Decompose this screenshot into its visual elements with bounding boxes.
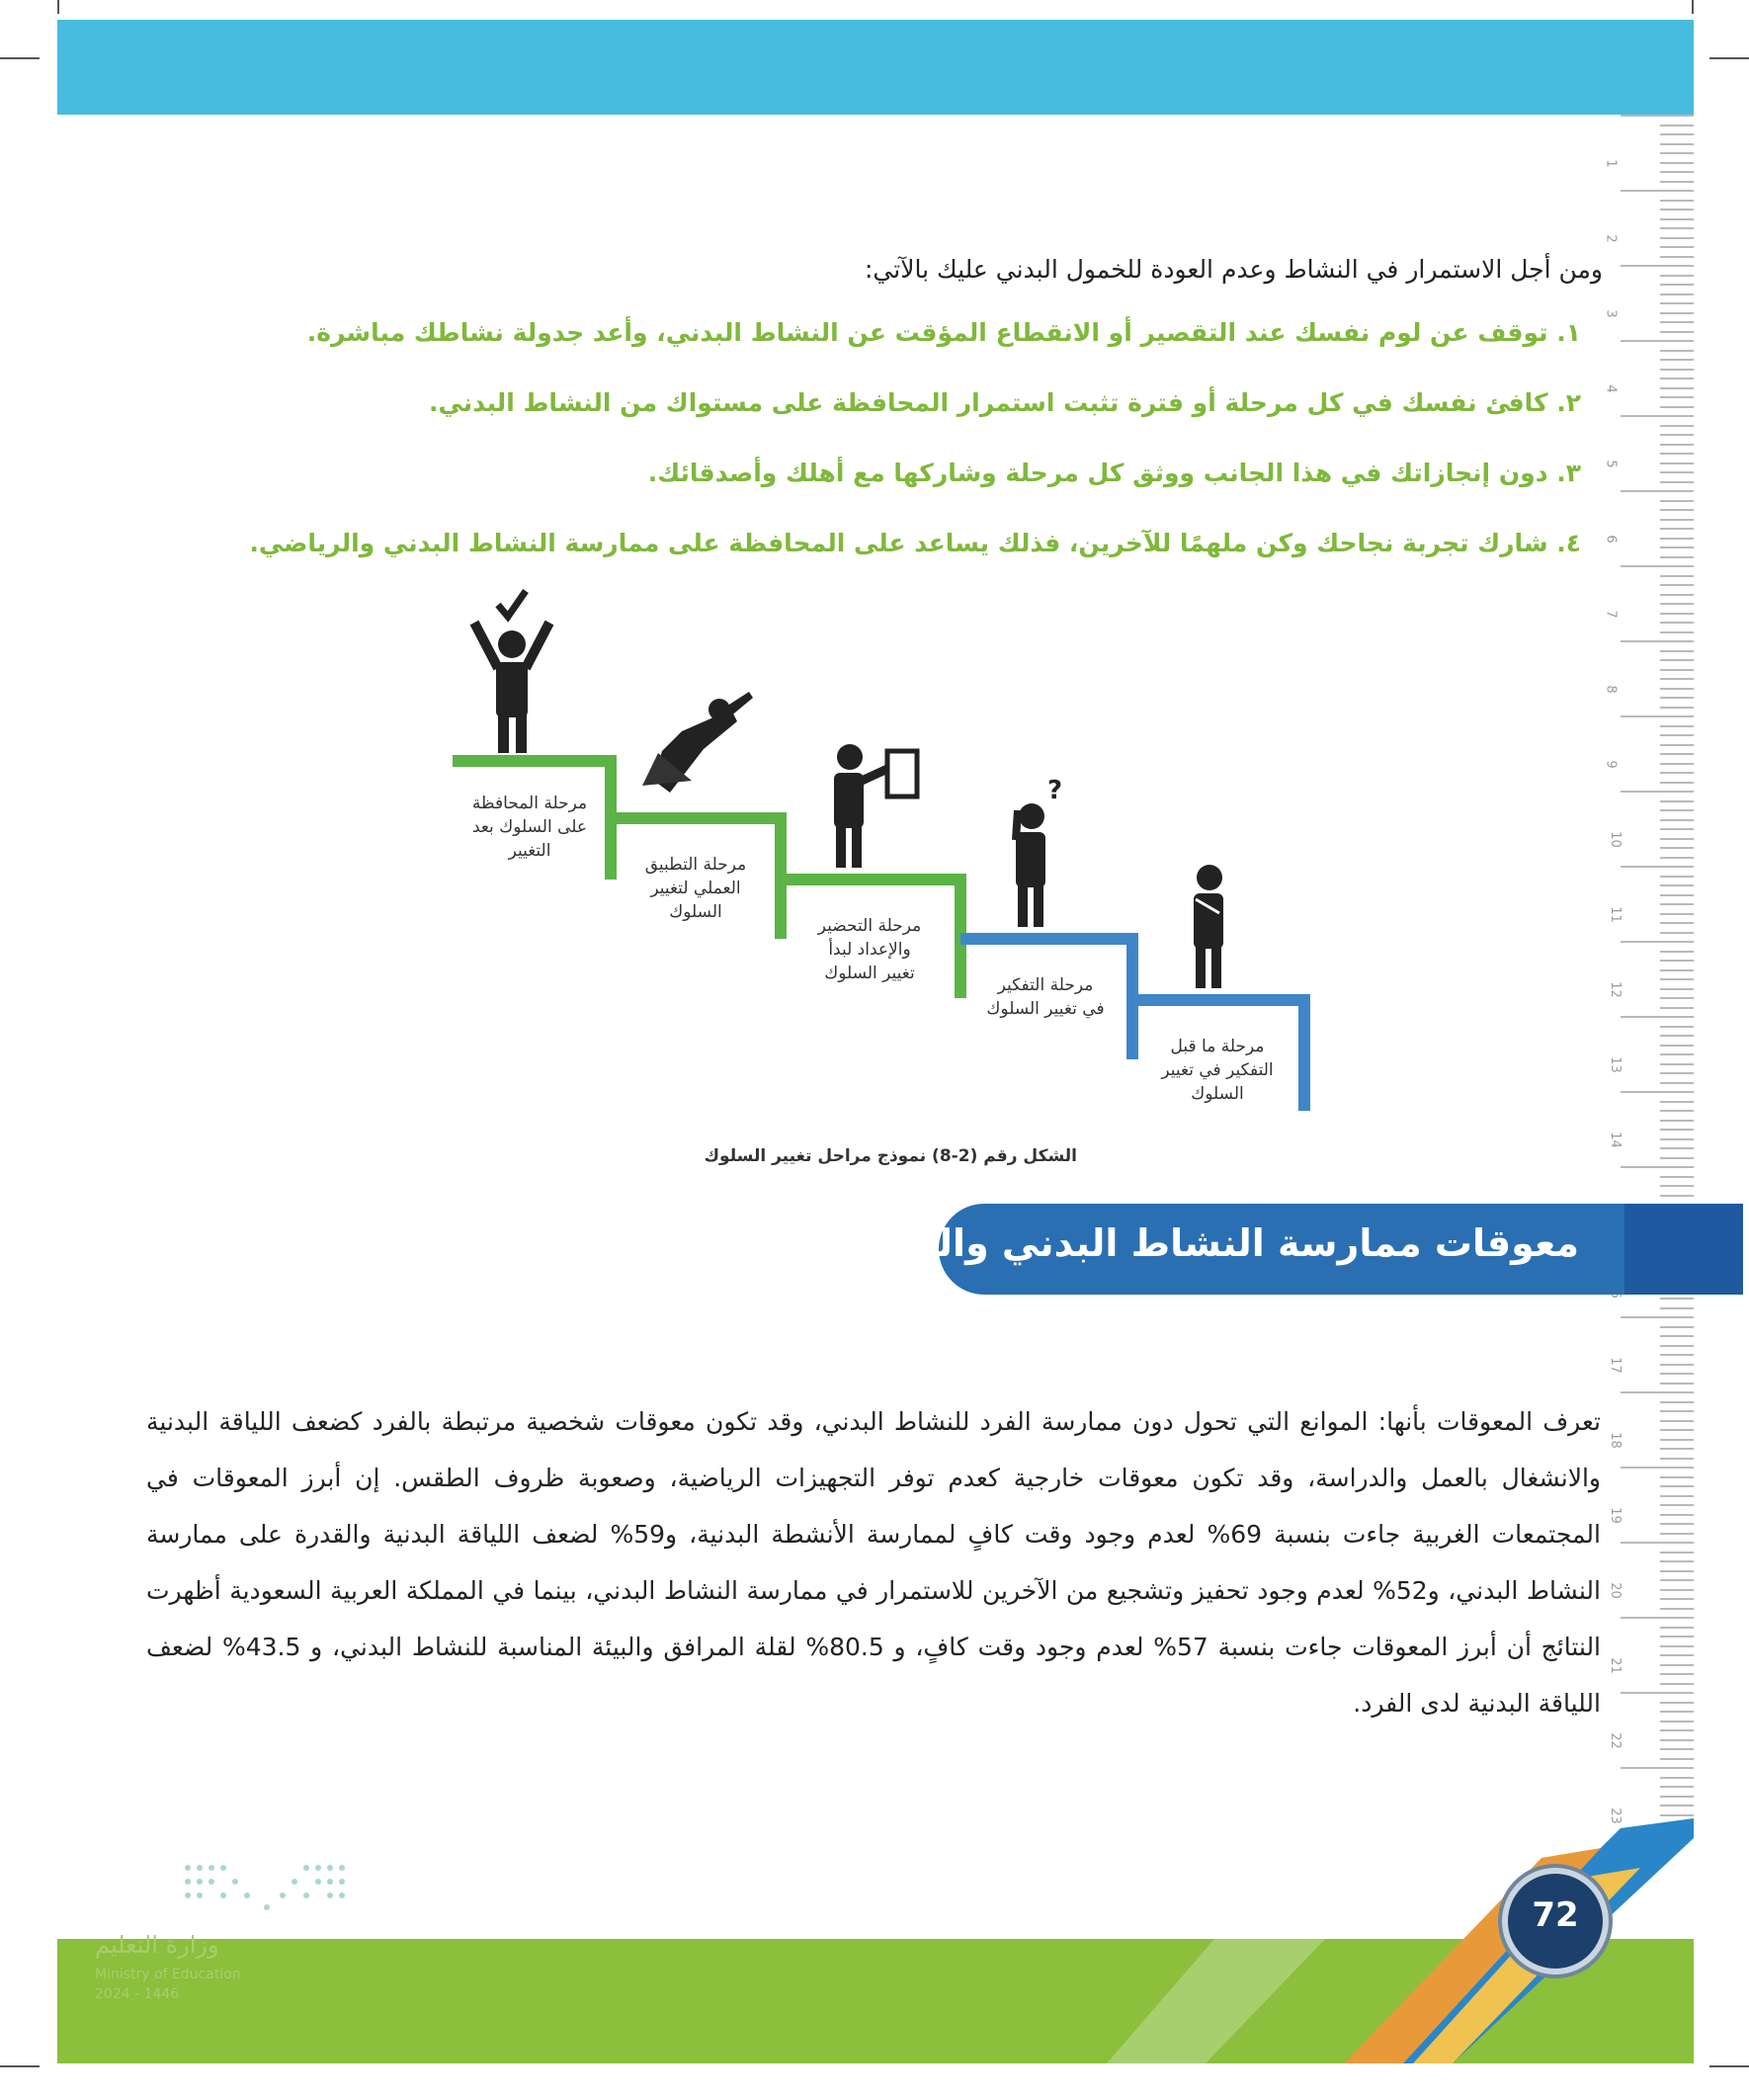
ruler-tick [1660, 302, 1694, 304]
ruler-tick [1621, 1692, 1694, 1694]
ruler-tick [1660, 133, 1694, 135]
ruler-tick [1660, 1007, 1694, 1009]
ruler-number: 11 [1607, 906, 1623, 923]
ruler-tick [1660, 1185, 1694, 1187]
ruler-tick [1621, 190, 1694, 192]
ruler-tick [1660, 509, 1694, 511]
ruler-tick [1660, 1514, 1694, 1516]
crop-mark [1709, 2065, 1749, 2067]
ruler-tick [1660, 1758, 1694, 1760]
flying-superhero-icon [642, 692, 753, 793]
ruler-tick [1660, 1805, 1694, 1806]
stage-1-label-line3: التغيير [508, 841, 551, 861]
ruler-tick [1660, 162, 1694, 164]
ruler-tick [1621, 640, 1694, 642]
ruler-number: 5 [1603, 460, 1619, 468]
step-3: ٣. دون إنجازاتك في هذا الجانب ووثق كل مرحلة وشاركها مع أهلك وأصدقائك. [647, 459, 1581, 487]
stage-5-label-line3: السلوك [1191, 1084, 1244, 1104]
ruler-tick [1660, 1326, 1694, 1328]
ruler-tick [1660, 1383, 1694, 1385]
step-2: ٢. كافئ نفسك في كل مرحلة أو فترة تثبت استمرار المحافظة على مستواك من النشاط البدني. [428, 388, 1581, 417]
ruler-tick [1660, 1560, 1694, 1562]
ruler-tick [1660, 369, 1694, 371]
crop-mark [0, 2065, 40, 2067]
ruler-tick [1660, 1458, 1694, 1460]
ruler-tick [1660, 1748, 1694, 1750]
ruler-tick [1660, 1533, 1694, 1535]
ruler-tick [1660, 321, 1694, 323]
ruler-number: 19 [1607, 1507, 1623, 1524]
ruler-tick [1660, 678, 1694, 680]
ruler-tick [1660, 800, 1694, 802]
top-color-band [57, 20, 1694, 115]
ruler-tick [1660, 1664, 1694, 1666]
ruler-tick [1660, 960, 1694, 962]
ruler-tick [1621, 1391, 1694, 1393]
section-heading: معوقات ممارسة النشاط البدني والرياضي [812, 1221, 1579, 1265]
ruler-tick [1660, 603, 1694, 605]
ruler-tick [1660, 594, 1694, 596]
ruler-tick [1660, 1570, 1694, 1572]
ruler-number: 14 [1607, 1132, 1623, 1148]
ruler-tick [1660, 1476, 1694, 1478]
stage-3-label-line3: تغيير السلوك [824, 964, 915, 983]
ruler-number: 23 [1607, 1807, 1623, 1824]
ruler-tick [1660, 396, 1694, 398]
ruler-number: 8 [1603, 685, 1619, 694]
ruler-tick [1660, 884, 1694, 886]
ruler-tick [1660, 125, 1694, 126]
ruler-tick [1660, 631, 1694, 633]
ruler-number: 3 [1603, 309, 1619, 318]
ruler-tick [1660, 903, 1694, 905]
ruler-tick [1621, 340, 1694, 342]
ruler-tick [1660, 1410, 1694, 1412]
ruler-tick [1660, 613, 1694, 615]
ruler-tick [1621, 1316, 1694, 1318]
ruler-tick [1660, 387, 1694, 389]
ruler-tick [1660, 650, 1694, 652]
ruler-tick [1660, 227, 1694, 229]
ruler-tick [1660, 1721, 1694, 1722]
ruler-tick [1660, 312, 1694, 314]
ruler-tick [1660, 772, 1694, 774]
ruler-number: 10 [1607, 831, 1623, 848]
ruler-tick [1621, 490, 1694, 492]
ruler-number: 17 [1607, 1357, 1623, 1374]
ruler-tick [1621, 565, 1694, 567]
stage-4-label-line2: في تغيير السلوك [986, 999, 1105, 1019]
ruler-tick [1660, 1729, 1694, 1731]
thinking-person-icon [1016, 776, 1062, 927]
ruler-number: 13 [1607, 1056, 1623, 1073]
ruler-tick [1660, 1598, 1694, 1600]
ruler-tick [1660, 1345, 1694, 1347]
ruler-tick [1660, 453, 1694, 455]
ruler-tick [1660, 575, 1694, 577]
ruler-tick [1621, 941, 1694, 943]
ruler-tick [1660, 152, 1694, 154]
ruler-tick [1660, 847, 1694, 849]
body-paragraph: تعرف المعوقات بأنها: الموانع التي تحول دون ممارسة الفرد للنشاط البدني، وقد تكون معوقات شخصية مرتبطة بالفرد كضعف اللياقة البدنية والانشغال بالعمل والدراسة، وقد تكون معوقات خارجية كعدم توفر التجهيزات الرياضية، وصعوبة ظروف الطقس. إن أبرز المعوقات في المجتمعات الغربية جاءت بنسبة 69% لعدم وجود وقت كافٍ لممارسة الأنشطة البدنية، و59% لضعف اللياقة البدنية والقدرة على ممارسة النشاط البدني، و52% لعدم وجود تحفيز وتشجيع من الآخرين للاستمرار في ممارسة النشاط البدني، بينما في المملكة العربية السعودية أظهرت النتائج أن أبرز المعوقات جاءت بنسبة 57% لعدم وجود وقت كافٍ، و 80.5% لقلة المرافق والبيئة المناسبة للنشاط البدني، و 43.5% لضعف اللياقة البدنية لدى الفرد. [146, 1407, 1602, 1718]
ruler-tick [1660, 1739, 1694, 1741]
stage-5-label-line1: مرحلة ما قبل [1170, 1037, 1265, 1056]
person-celebrating-icon [474, 591, 549, 753]
ruler-tick [1660, 1101, 1694, 1103]
ruler-tick [1660, 1523, 1694, 1525]
ruler-tick [1660, 932, 1694, 934]
ruler-tick [1660, 1110, 1694, 1112]
ministry-year: 2024 - 1446 [95, 1986, 180, 2002]
ruler-tick [1660, 753, 1694, 755]
ruler-tick [1660, 350, 1694, 352]
intro-text: ومن أجل الاستمرار في النشاط وعدم العودة للخمول البدني عليك بالآتي: [865, 255, 1603, 284]
ruler-tick [1621, 1016, 1694, 1018]
ruler-number: 21 [1607, 1657, 1623, 1674]
ruler-tick [1660, 922, 1694, 924]
crop-mark [57, 0, 59, 14]
ruler-number: 22 [1607, 1732, 1623, 1749]
ruler-tick [1660, 1796, 1694, 1798]
ruler-tick [1660, 546, 1694, 548]
stage-2-label-line1: مرحلة التطبيق [644, 855, 747, 875]
ruler-tick [1621, 1617, 1694, 1619]
ruler-number: 12 [1607, 981, 1623, 998]
ruler-tick [1660, 331, 1694, 333]
ruler-tick [1660, 1608, 1694, 1610]
ruler-tick [1660, 1147, 1694, 1149]
ministry-name-ar: وزارة التعليم [95, 1931, 219, 1959]
ruler-tick [1660, 1026, 1694, 1028]
ruler-tick [1660, 1307, 1694, 1309]
ruler-number: 7 [1603, 610, 1619, 619]
stage-2-label-line3: السلوك [669, 902, 722, 922]
ruler-tick [1660, 519, 1694, 521]
ruler-tick [1660, 1814, 1694, 1816]
ruler-tick [1660, 481, 1694, 483]
ruler-tick [1660, 659, 1694, 661]
stage-1-label-line2: على السلوك بعد [471, 817, 588, 837]
ruler-tick [1660, 538, 1694, 540]
ruler-tick [1660, 913, 1694, 915]
ruler-tick [1660, 1627, 1694, 1629]
ruler-number: 18 [1607, 1432, 1623, 1449]
ruler-tick [1660, 1673, 1694, 1675]
ruler-tick [1660, 876, 1694, 878]
ruler-tick [1660, 1063, 1694, 1065]
ruler-tick [1660, 1448, 1694, 1450]
stage-5-label-line2: التفكير في تغيير [1161, 1060, 1274, 1080]
stage-1-label-line1: مرحلة المحافظة [471, 794, 588, 813]
behavior-change-stages-diagram [435, 583, 1324, 1117]
ruler-tick [1660, 1654, 1694, 1656]
ruler-tick [1660, 444, 1694, 446]
ruler-tick [1621, 715, 1694, 717]
ruler-tick [1660, 744, 1694, 746]
ruler-tick [1660, 1495, 1694, 1497]
ruler-tick [1621, 1091, 1694, 1093]
ruler-tick [1660, 1683, 1694, 1685]
ruler-tick [1660, 1439, 1694, 1441]
ruler-number: 1 [1603, 159, 1619, 168]
ruler-tick [1660, 622, 1694, 624]
ruler-tick [1660, 256, 1694, 258]
ruler-tick [1660, 1636, 1694, 1638]
ruler-tick [1660, 143, 1694, 145]
ruler-tick [1660, 1373, 1694, 1375]
ruler-tick [1660, 406, 1694, 408]
ruler-tick [1660, 1420, 1694, 1422]
ruler-tick [1660, 171, 1694, 173]
crop-mark [1709, 57, 1749, 59]
person-with-clipboard-icon [834, 744, 917, 868]
ministry-name-en: Ministry of Education [95, 1967, 241, 1982]
ruler-tick [1660, 1298, 1694, 1300]
ruler-tick [1660, 1429, 1694, 1431]
ruler-tick [1660, 1777, 1694, 1779]
ruler-tick [1660, 828, 1694, 830]
ruler-tick [1660, 951, 1694, 953]
ruler-number: 6 [1603, 535, 1619, 544]
ruler-tick [1660, 669, 1694, 671]
ruler-tick [1621, 1767, 1694, 1769]
stage-4-label-line1: مرحلة التفكير [997, 975, 1094, 995]
ruler-tick [1660, 246, 1694, 248]
ruler-tick [1660, 237, 1694, 239]
ruler-tick [1660, 1364, 1694, 1366]
ruler-tick [1660, 1138, 1694, 1140]
ruler-tick [1660, 1645, 1694, 1647]
ruler-tick [1660, 500, 1694, 502]
crop-mark [1692, 0, 1694, 14]
ruler-tick [1660, 209, 1694, 210]
ruler-tick [1660, 978, 1694, 980]
ruler-tick [1660, 1072, 1694, 1074]
ruler-tick [1660, 838, 1694, 840]
ruler-tick [1660, 378, 1694, 379]
stage-3-label-line1: مرحلة التحضير [817, 916, 922, 936]
ruler-tick [1660, 218, 1694, 220]
ruler-tick [1660, 1053, 1694, 1055]
step-4: ٤. شارك تجربة نجاحك وكن ملهمًا للآخرين، فذلك يساعد على المحافظة على ممارسة النشاط البدني والرياضي. [249, 529, 1581, 557]
page-number-badge [1502, 1868, 1609, 1974]
ruler-tick [1660, 275, 1694, 277]
ruler-tick [1660, 707, 1694, 709]
ruler-tick [1660, 1485, 1694, 1487]
ruler-tick [1621, 415, 1694, 417]
ruler-tick [1660, 809, 1694, 811]
stage-3-label-line2: والإعداد لبدأ [828, 940, 911, 960]
ruler-tick [1660, 1504, 1694, 1506]
ruler-tick [1660, 1335, 1694, 1337]
ruler-tick [1660, 462, 1694, 464]
ruler-tick [1660, 1589, 1694, 1591]
ruler-tick [1660, 1702, 1694, 1704]
ruler-tick [1621, 265, 1694, 267]
ruler-tick [1660, 584, 1694, 586]
ruler-tick [1660, 688, 1694, 690]
ruler-number: 4 [1603, 384, 1619, 393]
page-number: 72 [1532, 1895, 1579, 1935]
ruler-tick [1660, 1552, 1694, 1554]
ruler-tick [1660, 425, 1694, 427]
side-ruler [1601, 115, 1694, 1854]
ruler-tick [1621, 791, 1694, 793]
ruler-number: 2 [1603, 234, 1619, 243]
ruler-tick [1660, 434, 1694, 436]
ruler-tick [1621, 1166, 1694, 1168]
ruler-tick [1660, 697, 1694, 699]
ruler-tick [1660, 528, 1694, 530]
ruler-tick [1660, 294, 1694, 295]
figure-caption: الشكل رقم (2-8) نموذج مراحل تغيير السلوك [704, 1146, 1077, 1166]
ruler-tick [1660, 1035, 1694, 1037]
ruler-tick [1660, 1195, 1694, 1197]
ruler-tick [1660, 359, 1694, 361]
ruler-tick [1660, 988, 1694, 990]
ruler-tick [1660, 1176, 1694, 1178]
ruler-tick [1660, 763, 1694, 765]
ruler-tick [1660, 1045, 1694, 1047]
ruler-tick [1660, 894, 1694, 896]
ruler-tick [1660, 1579, 1694, 1581]
ruler-tick [1660, 725, 1694, 727]
ruler-tick [1621, 1467, 1694, 1469]
ruler-tick [1660, 1401, 1694, 1403]
standing-person-icon [1194, 865, 1223, 988]
ruler-tick [1660, 1129, 1694, 1131]
stage-2-label-line2: العملي لتغيير [650, 879, 741, 898]
ruler-tick [1660, 782, 1694, 784]
step-1: ١. توقف عن لوم نفسك عند التقصير أو الانقطاع المؤقت عن النشاط البدني، وأعد جدولة نشاطك مباشرة. [306, 318, 1581, 347]
ruler-tick [1660, 1786, 1694, 1788]
ruler-number: 20 [1607, 1582, 1623, 1599]
svg-text:?: ? [1047, 776, 1063, 805]
ruler-tick [1660, 556, 1694, 558]
ruler-tick [1660, 181, 1694, 183]
ruler-tick [1621, 1542, 1694, 1544]
ruler-tick [1660, 734, 1694, 736]
ruler-tick [1660, 284, 1694, 286]
ruler-tick [1660, 1157, 1694, 1159]
ruler-tick [1660, 857, 1694, 859]
ruler-number: 9 [1603, 760, 1619, 769]
ruler-tick [1621, 866, 1694, 868]
ruler-tick [1660, 471, 1694, 473]
crop-mark [0, 57, 40, 59]
ruler-tick [1660, 1082, 1694, 1084]
ruler-tick [1660, 1354, 1694, 1356]
ruler-tick [1660, 1120, 1694, 1122]
ruler-tick [1660, 969, 1694, 971]
ruler-tick [1660, 200, 1694, 202]
ruler-tick [1621, 115, 1694, 117]
ruler-tick [1660, 997, 1694, 999]
ruler-tick [1660, 819, 1694, 821]
ministry-logo-dots-icon [178, 1858, 356, 1917]
ruler-tick [1660, 1711, 1694, 1713]
